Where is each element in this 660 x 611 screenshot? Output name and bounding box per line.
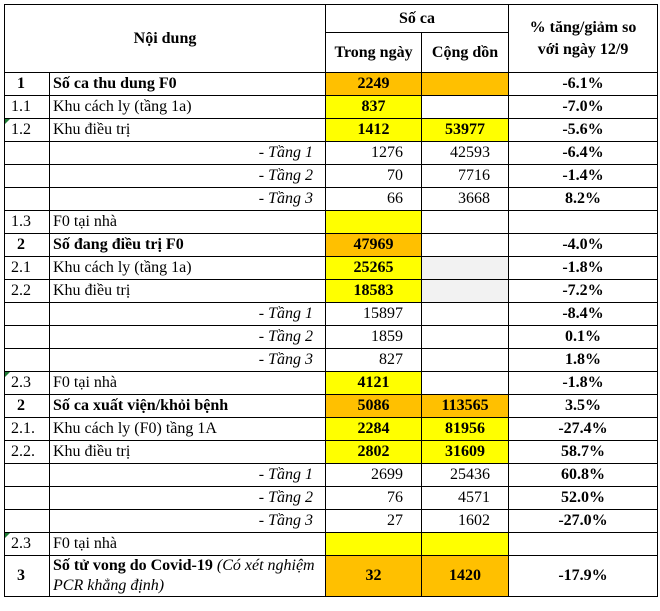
row-pct: -6.1%	[509, 73, 658, 96]
row-day: 76	[326, 487, 422, 510]
header-cong-don: Cộng dồn	[422, 33, 509, 73]
table-row	[5, 142, 658, 165]
row-cum: 81956	[422, 418, 509, 441]
row-cum: 4571	[422, 487, 509, 510]
row-stt: 2	[5, 234, 50, 257]
table-row	[5, 257, 658, 280]
row-cum	[422, 73, 509, 96]
row-pct: -7.2%	[509, 280, 658, 303]
row-pct: -4.0%	[509, 234, 658, 257]
row-pct: -1.8%	[509, 372, 658, 395]
row-label: Khu điều trị	[50, 280, 326, 303]
table-row	[5, 165, 658, 188]
table-row	[5, 418, 658, 441]
row-cum	[422, 533, 509, 556]
row-pct: -1.4%	[509, 165, 658, 188]
row-day: 27	[326, 510, 422, 533]
row-pct: -6.4%	[509, 142, 658, 165]
row-cum: 1420	[422, 556, 509, 597]
row-day: 827	[326, 349, 422, 372]
row-stt: 1	[5, 73, 50, 96]
table-row	[5, 326, 658, 349]
row-label: - Tầng 1	[50, 142, 326, 165]
row-stt	[5, 303, 50, 326]
row-label: Số tử vong do Covid-19	[53, 557, 213, 574]
row-cum: 3668	[422, 188, 509, 211]
row-label: Khu điều trị	[50, 119, 326, 142]
row-stt	[5, 188, 50, 211]
row-pct: 60.8%	[509, 464, 658, 487]
row-label-cell	[50, 556, 326, 597]
row-stt: 1.3	[5, 211, 50, 234]
table-row	[5, 280, 658, 303]
row-cum: 53977	[422, 119, 509, 142]
table-row	[5, 349, 658, 372]
row-day: 2699	[326, 464, 422, 487]
table-row	[5, 510, 658, 533]
row-day: 837	[326, 96, 422, 119]
row-cum	[422, 211, 509, 234]
row-stt: 2.3	[5, 533, 50, 556]
row-cum: 1602	[422, 510, 509, 533]
table-row	[5, 372, 658, 395]
row-day: 25265	[326, 257, 422, 280]
row-day: 2802	[326, 441, 422, 464]
row-stt: 1.2	[5, 119, 50, 142]
row-cum: 25436	[422, 464, 509, 487]
row-day: 2249	[326, 73, 422, 96]
row-label: - Tầng 3	[50, 188, 326, 211]
row-cum: 7716	[422, 165, 509, 188]
row-cum: 42593	[422, 142, 509, 165]
header-noi-dung: Nội dung	[5, 5, 326, 73]
row-pct: 52.0%	[509, 487, 658, 510]
row-label: - Tầng 3	[50, 510, 326, 533]
row-cum	[422, 280, 509, 303]
row-label: - Tầng 3	[50, 349, 326, 372]
row-day	[326, 533, 422, 556]
row-stt	[5, 464, 50, 487]
row-stt: 2.1	[5, 257, 50, 280]
row-stt: 2.1.	[5, 418, 50, 441]
row-day: 1412	[326, 119, 422, 142]
row-pct	[509, 211, 658, 234]
row-day: 5086	[326, 395, 422, 418]
row-stt	[5, 349, 50, 372]
table-row	[5, 441, 658, 464]
table-row	[5, 303, 658, 326]
row-cum	[422, 234, 509, 257]
row-stt: 2.2	[5, 280, 50, 303]
row-pct: -8.4%	[509, 303, 658, 326]
row-pct: -17.9%	[509, 556, 658, 597]
row-label: - Tầng 2	[50, 165, 326, 188]
row-label: F0 tại nhà	[50, 533, 326, 556]
row-label: F0 tại nhà	[50, 211, 326, 234]
row-label: Số ca thu dung F0	[50, 73, 326, 96]
row-day: 66	[326, 188, 422, 211]
row-day: 70	[326, 165, 422, 188]
row-cum	[422, 96, 509, 119]
header-so-ca: Số ca	[326, 5, 509, 33]
row-cum	[422, 349, 509, 372]
row-label: Số ca xuất viện/khỏi bệnh	[50, 395, 326, 418]
row-stt: 2.3	[5, 372, 50, 395]
header-pct-line1: % tăng/giảm so	[529, 18, 637, 36]
row-cum: 31609	[422, 441, 509, 464]
table-row	[5, 556, 658, 597]
row-day: 2284	[326, 418, 422, 441]
row-label: Khu cách ly (tầng 1a)	[50, 257, 326, 280]
row-pct: -27.4%	[509, 418, 658, 441]
row-label-note: (Có xét nghiệm PCR khẳng định)	[53, 557, 315, 594]
row-stt: 1.1	[5, 96, 50, 119]
row-label: Khu cách ly (tầng 1a)	[50, 96, 326, 119]
row-stt	[5, 326, 50, 349]
table-row	[5, 533, 658, 556]
row-cum	[422, 257, 509, 280]
row-day: 1859	[326, 326, 422, 349]
covid-statistics-table	[4, 4, 658, 597]
table-row	[5, 395, 658, 418]
row-pct: -7.0%	[509, 96, 658, 119]
row-label: Khu điều trị	[50, 441, 326, 464]
table-row	[5, 188, 658, 211]
row-pct: -1.8%	[509, 257, 658, 280]
row-cum: 113565	[422, 395, 509, 418]
row-label: Số đang điều trị F0	[50, 234, 326, 257]
row-stt: 2.2.	[5, 441, 50, 464]
row-day: 4121	[326, 372, 422, 395]
row-label: - Tầng 1	[50, 303, 326, 326]
table-row	[5, 211, 658, 234]
row-day: 18583	[326, 280, 422, 303]
row-pct: 1.8%	[509, 349, 658, 372]
row-cum	[422, 372, 509, 395]
row-day: 1276	[326, 142, 422, 165]
row-stt: 2	[5, 395, 50, 418]
row-pct	[509, 533, 658, 556]
table-row	[5, 487, 658, 510]
table-row	[5, 119, 658, 142]
row-pct: -5.6%	[509, 119, 658, 142]
row-label: - Tầng 2	[50, 326, 326, 349]
table-row	[5, 234, 658, 257]
row-label: - Tầng 1	[50, 464, 326, 487]
row-label: F0 tại nhà	[50, 372, 326, 395]
table-row	[5, 464, 658, 487]
header-trong-ngay: Trong ngày	[326, 33, 422, 73]
row-day: 15897	[326, 303, 422, 326]
row-day: 47969	[326, 234, 422, 257]
row-pct: 0.1%	[509, 326, 658, 349]
row-stt	[5, 165, 50, 188]
row-stt	[5, 487, 50, 510]
row-stt	[5, 510, 50, 533]
header-pct-line2: với ngày 12/9	[537, 40, 629, 58]
row-cum	[422, 326, 509, 349]
row-pct: 58.7%	[509, 441, 658, 464]
row-stt: 3	[5, 556, 50, 597]
row-label: Khu cách ly (F0) tầng 1A	[50, 418, 326, 441]
header-row-1	[5, 5, 658, 33]
table-row	[5, 96, 658, 119]
row-pct: 8.2%	[509, 188, 658, 211]
table-row	[5, 73, 658, 96]
row-pct: 3.5%	[509, 395, 658, 418]
row-day: 32	[326, 556, 422, 597]
header-pct	[509, 5, 658, 73]
row-label: - Tầng 2	[50, 487, 326, 510]
row-cum	[422, 303, 509, 326]
row-stt	[5, 142, 50, 165]
row-day	[326, 211, 422, 234]
row-pct: -27.0%	[509, 510, 658, 533]
